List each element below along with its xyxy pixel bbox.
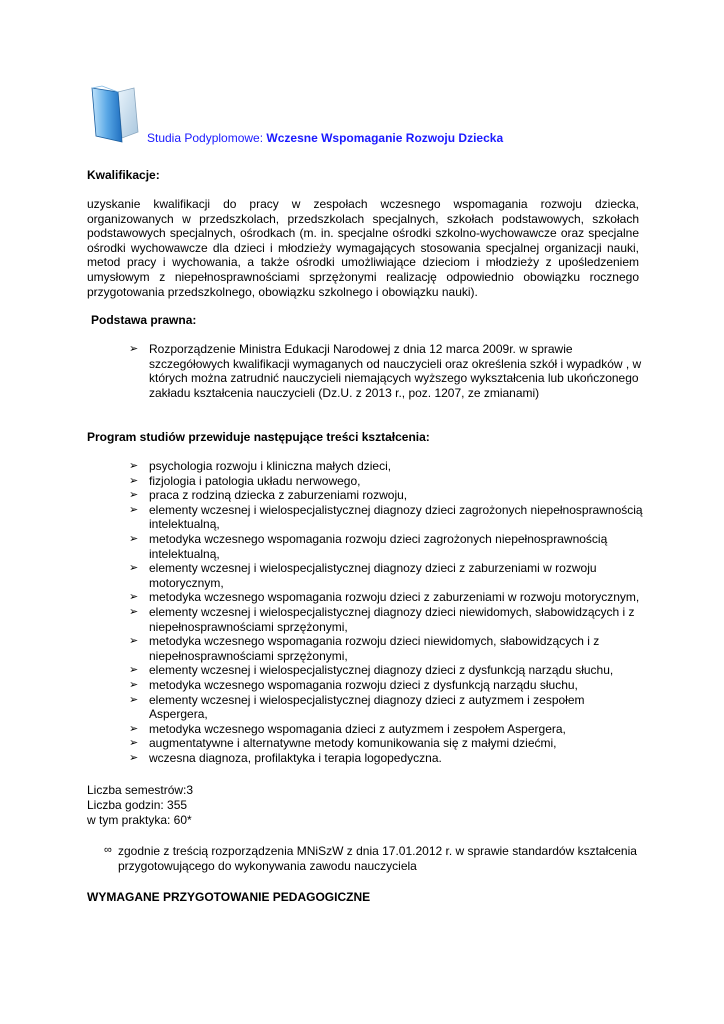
list-item-text: metodyka wczesnego wspomagania rozwoju dzieci z dysfunkcją narządu słuchu, [149, 677, 578, 692]
title-prefix: Studia Podyplomowe: [147, 131, 267, 145]
list-item-text: metodyka wczesnego wspomagania rozwoju dzieci z zaburzeniami w rozwoju motorycznym, [149, 590, 640, 605]
arrow-bullet-icon: ➢ [129, 605, 139, 618]
list-item [125, 561, 645, 590]
arrow-bullet-icon: ➢ [129, 664, 139, 677]
arrow-bullet-icon: ➢ [129, 722, 139, 735]
list-item [125, 474, 645, 489]
infinity-bullet-icon: ∞ [104, 844, 112, 856]
arrow-bullet-icon: ➢ [129, 460, 139, 472]
program-heading: Program studiów przewiduje następujące treści kształcenia: [87, 430, 430, 444]
arrow-bullet-icon: ➢ [129, 532, 139, 545]
footnote-text: zgodnie z treścią rozporządzenia MNiSzW z dnia 17.01.2012 r. w sprawie standardów kształcenia przygotowującego do wykonywania zawodu nauczyciela [118, 844, 637, 873]
list-item [125, 634, 645, 663]
title-name: Wczesne Wspomaganie Rozwoju Dziecka [266, 131, 504, 145]
list-item [125, 678, 645, 693]
list-item [125, 488, 645, 503]
list-item-text: fizjologia i patologia układu nerwowego, [149, 473, 361, 488]
arrow-bullet-icon: ➢ [129, 635, 139, 648]
list-item [125, 459, 645, 474]
list-item-text: praca z rodziną dziecka z zaburzeniami rozwoju, [149, 488, 408, 503]
list-item [125, 532, 645, 561]
qualifications-heading: Kwalifikacje: [87, 168, 160, 182]
list-item-text: psychologia rozwoju i kliniczna małych dzieci, [149, 459, 392, 473]
arrow-bullet-icon: ➢ [129, 503, 139, 516]
list-item-text: elementy wczesnej i wielospecjalistycznej diagnozy dzieci z dysfunkcją narządu słuchu, [149, 663, 614, 678]
list-item-text: elementy wczesnej i wielospecjalistycznej diagnozy dzieci niewidomych, słabowidzących i z niepełnosprawnościami sprzężonymi, [149, 604, 635, 634]
list-item [125, 693, 645, 722]
arrow-bullet-icon: ➢ [129, 751, 139, 764]
list-item-text: elementy wczesnej i wielospecjalistycznej diagnozy dzieci z autyzmem i zespołem Aspergera, [149, 692, 585, 722]
list-item [125, 342, 645, 400]
list-item-text: metodyka wczesnego wspomagania dzieci z autyzmem i zespołem Aspergera, [149, 721, 566, 736]
arrow-bullet-icon: ➢ [129, 678, 139, 691]
semesters-count: Liczba semestrów:3 [87, 783, 194, 797]
list-item [125, 722, 645, 737]
arrow-bullet-icon: ➢ [129, 693, 139, 706]
practice-hours: w tym praktyka: 60* [87, 813, 192, 827]
required-heading: WYMAGANE PRZYGOTOWANIE PEDAGOGICZNE [87, 890, 371, 904]
list-item [125, 751, 645, 766]
list-item-text: elementy wczesnej i wielospecjalistycznej diagnozy dzieci z zaburzeniami w rozwoju motorycznym, [149, 561, 597, 590]
legal-heading: Podstawa prawna: [91, 313, 197, 327]
list-item-text: Rozporządzenie Ministra Edukacji Narodowej z dnia 12 marca 2009r. w sprawie szczegółowych kwalifikacji wymaganych od nauczycieli oraz określenia szkół i wypadków , w których można zatrudnić nauczycieli niemających wyższego wykształcenia lub ukończonego zakładu kształcenia nauczycieli (Dz.U. z 2013 r., poz. 1207, ze zmianami) [149, 342, 642, 400]
list-item [125, 663, 645, 678]
list-item [125, 590, 645, 605]
arrow-bullet-icon: ➢ [129, 562, 139, 575]
arrow-bullet-icon: ➢ [129, 343, 139, 355]
arrow-bullet-icon: ➢ [129, 591, 139, 604]
list-item-text: elementy wczesnej i wielospecjalistycznej diagnozy dzieci zagrożonych niepełnosprawnością intelektualną, [149, 502, 643, 532]
page-title [147, 131, 503, 145]
folder-icon [88, 84, 144, 146]
program-list [125, 459, 645, 765]
arrow-bullet-icon: ➢ [129, 737, 139, 750]
list-item-text: metodyka wczesnego wspomagania rozwoju dzieci zagrożonych niepełnosprawnością intelektualną, [149, 531, 608, 561]
legal-list [125, 342, 645, 400]
arrow-bullet-icon: ➢ [129, 474, 139, 487]
qualifications-text: uzyskanie kwalifikacji do pracy w zespołach wczesnego wspomagania rozwoju dziecka, organizowanych w przedszkolach, przedszkolach specjalnych, szkołach podstawowych, szkołach podstawowych specjalnych, ośrodkach (m. in. specjalne ośrodki szkolno-wychowawcze oraz specjalne ośrodki wychowawcze dla dzieci i młodzieży wymagających stosowania specjalnej organizacji nauki, metod pracy i wychowania, a także ośrodki umożliwiające dzieciom i młodzieży z upośledzeniem umysłowym z niepełnosprawnościami sprzężonymi realizację odpowiednio obowiązku rocznego przygotowania przedszkolnego, obowiązku szkolnego i obowiązku nauki). [87, 197, 639, 299]
hours-count: Liczba godzin: 355 [87, 798, 188, 812]
list-item-text: wczesna diagnoza, profilaktyka i terapia logopedyczna. [149, 750, 442, 765]
list-item-text: augmentatywne i alternatywne metody komunikowania się z małymi dziećmi, [149, 736, 557, 751]
list-item [125, 736, 645, 751]
list-item [125, 605, 645, 634]
list-item-text: metodyka wczesnego wspomagania rozwoju dzieci niewidomych, słabowidzących i z niepełnosprawnościami sprzężonymi, [149, 634, 600, 663]
arrow-bullet-icon: ➢ [129, 489, 139, 502]
list-item [125, 503, 645, 532]
